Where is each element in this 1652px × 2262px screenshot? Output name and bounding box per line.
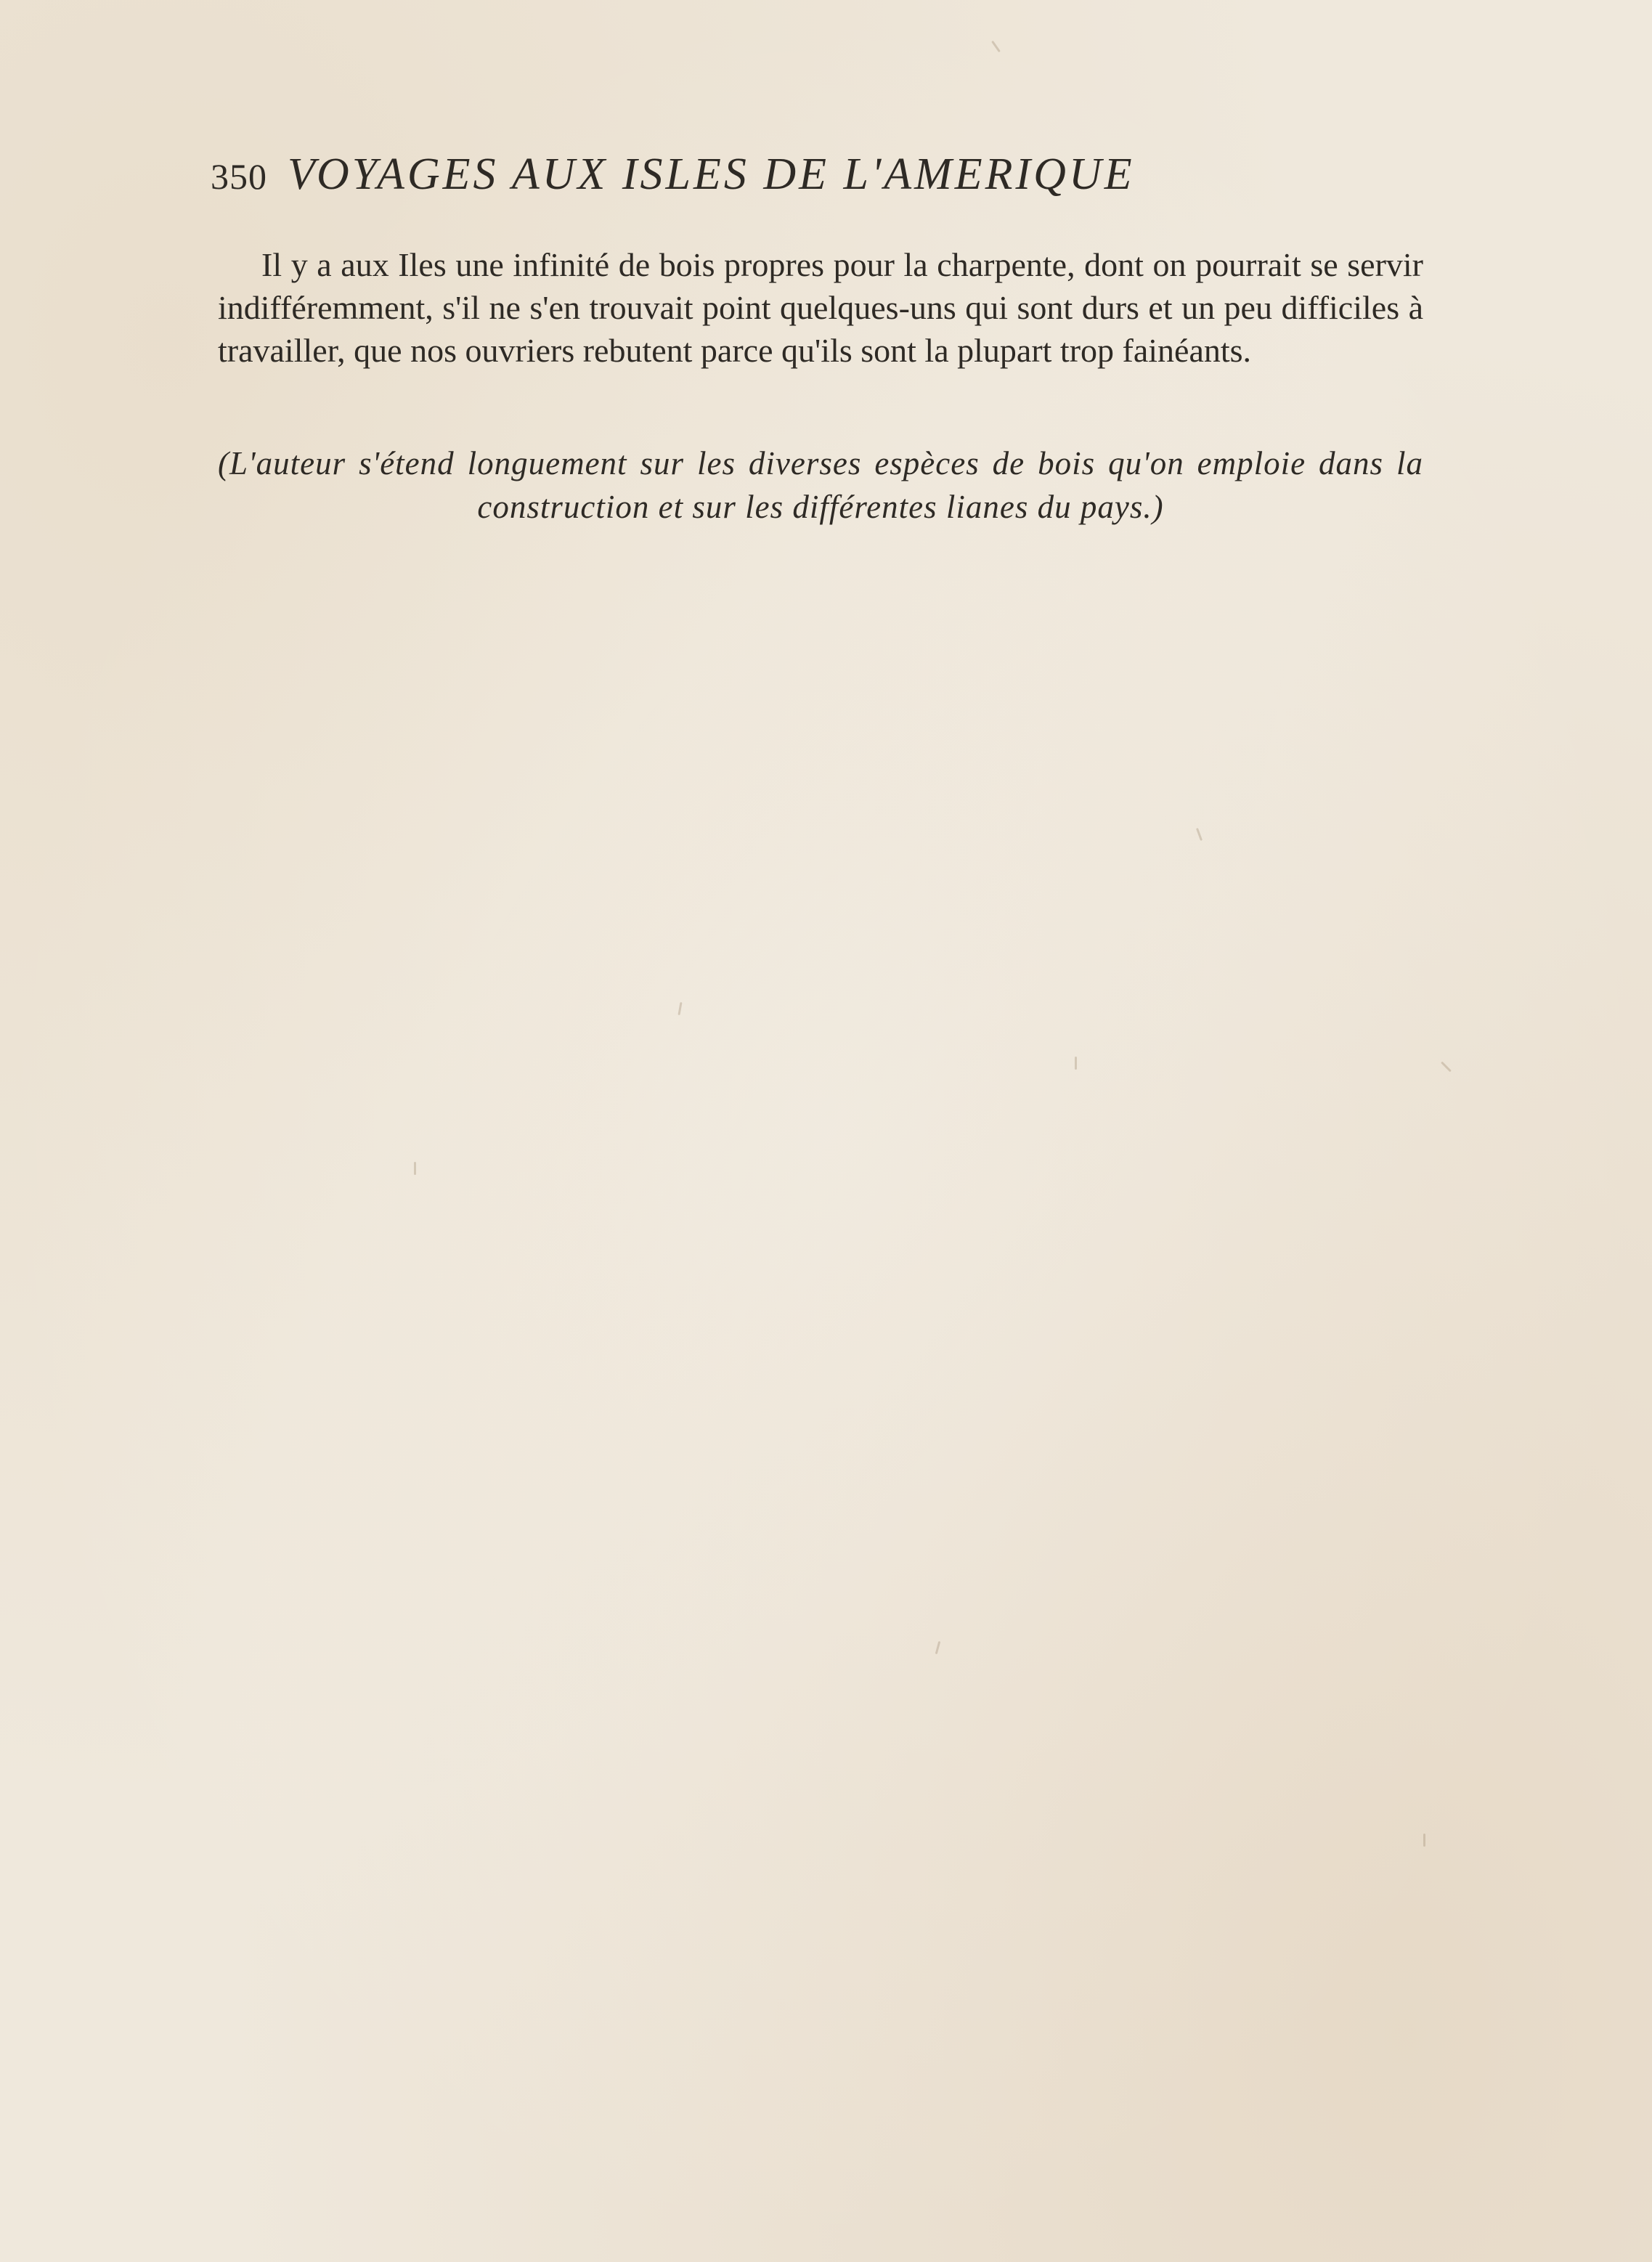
editorial-note: (L'auteur s'étend longuement sur les diverses espèces de bois qu'on emploie dans la construction et sur les différentes lianes du pays.) <box>218 445 1423 525</box>
running-title: VOYAGES AUX ISLES DE L'AMERIQUE <box>288 150 1135 199</box>
paper-fiber <box>1196 828 1203 841</box>
paper-fiber <box>935 1641 941 1654</box>
paper-fiber <box>991 41 1001 52</box>
body-paragraph: Il y a aux Iles une infinité de bois propres pour la charpente, dont on pourrait se servir indifféremment, s'il ne s'en trouvait point quelques-uns qui sont durs et un peu difficiles à travailler, que nos ouvriers rebutent parce qu'ils sont la plupart trop fainéants. <box>218 246 1423 369</box>
paper-fiber <box>1075 1057 1077 1070</box>
page-number: 350 <box>211 156 267 197</box>
running-header <box>211 142 1445 207</box>
paper-fiber <box>678 1002 682 1015</box>
paper-fiber <box>1423 1834 1425 1847</box>
paper-fiber <box>414 1162 416 1175</box>
paper-fiber <box>1441 1062 1452 1073</box>
